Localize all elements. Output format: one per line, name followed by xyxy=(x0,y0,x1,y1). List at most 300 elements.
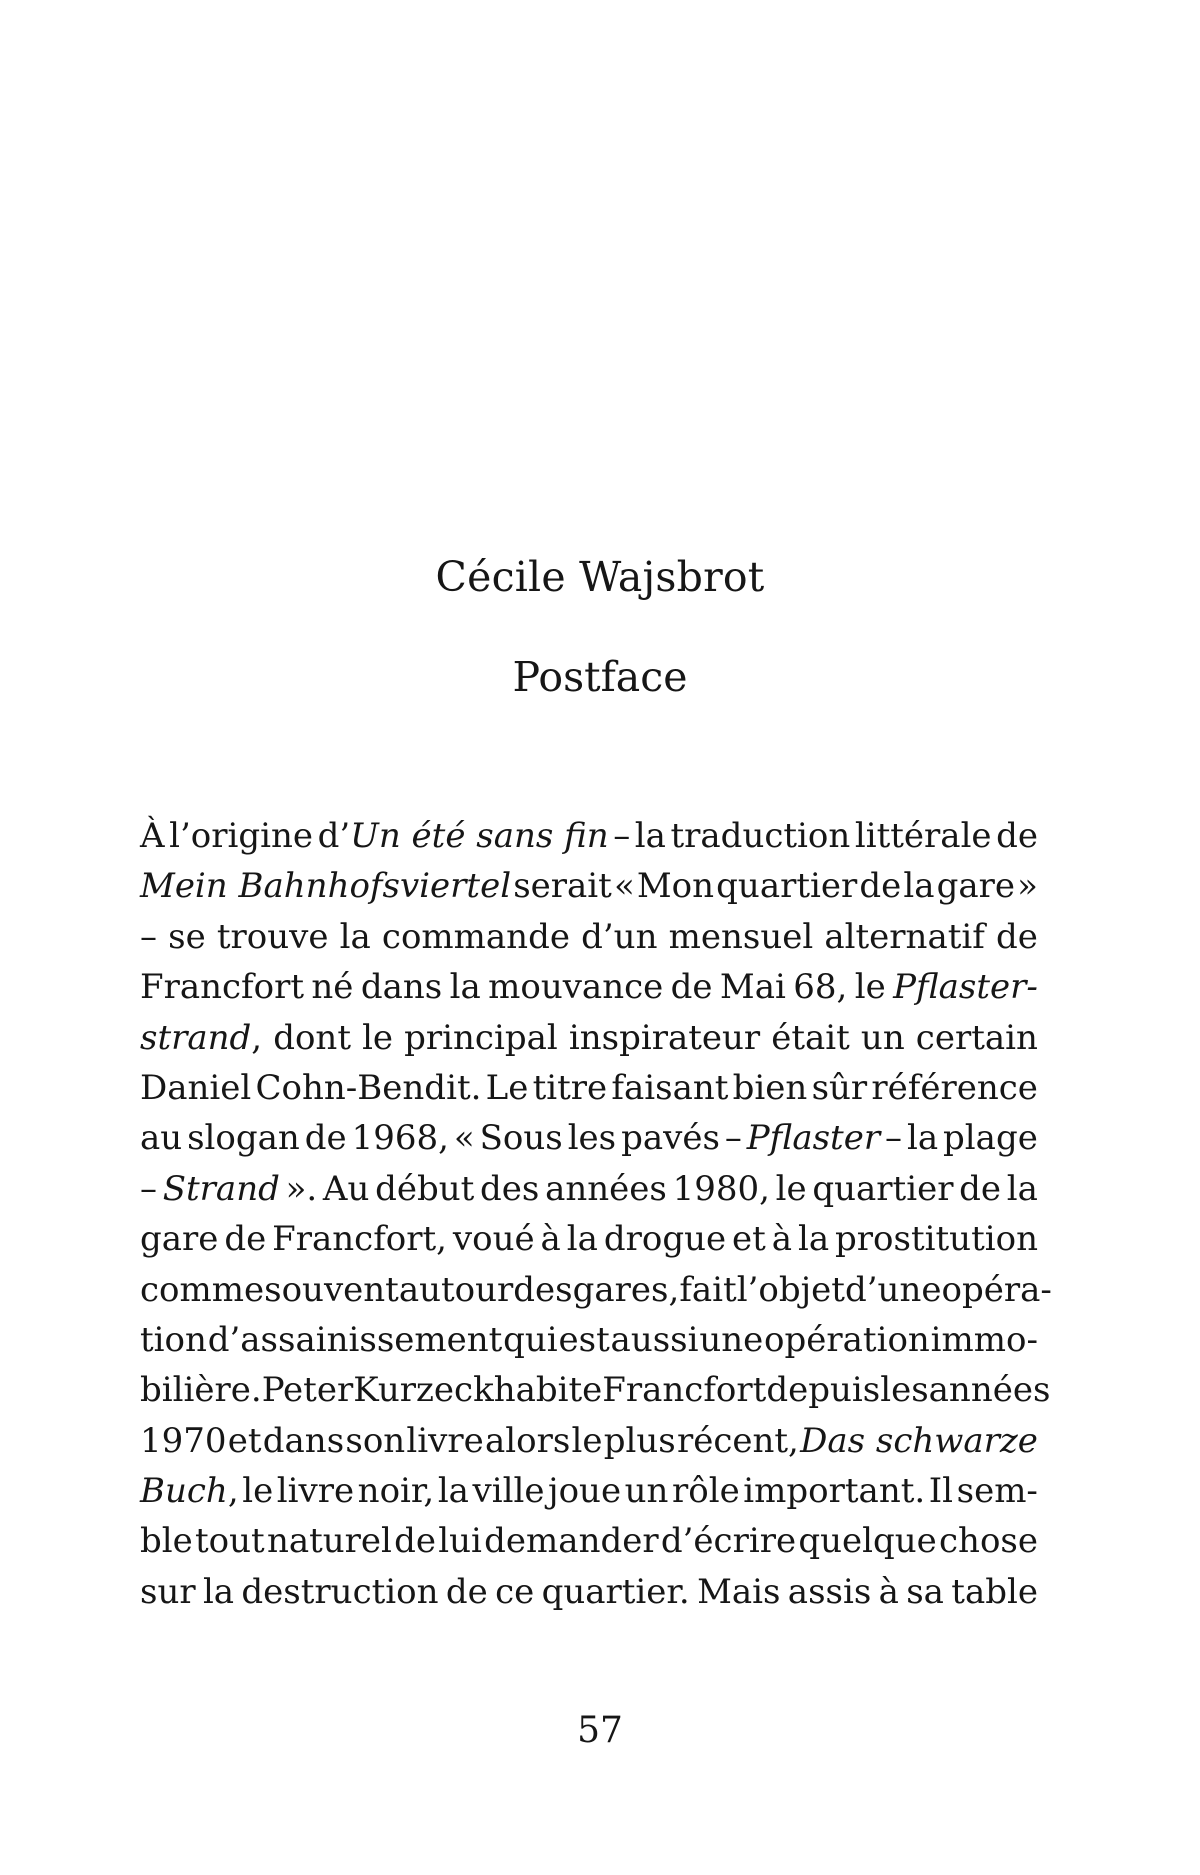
word xyxy=(140,1416,227,1466)
text-segment: – xyxy=(140,1168,157,1209)
word xyxy=(1017,861,1038,911)
text-line xyxy=(140,811,1038,861)
text-segment: Kurzeck xyxy=(353,1370,494,1411)
italic-text: Buch xyxy=(140,1471,228,1512)
text-segment: souvent xyxy=(264,1269,399,1310)
word xyxy=(382,912,570,962)
word xyxy=(880,1365,928,1415)
text-line xyxy=(140,1113,1038,1163)
text-segment: d’écrire xyxy=(660,1521,797,1562)
word xyxy=(140,1013,262,1063)
text-segment: au xyxy=(140,1118,183,1159)
text-segment: un xyxy=(860,1017,905,1058)
word xyxy=(672,1466,740,1516)
text-line xyxy=(140,1466,1038,1516)
text-line xyxy=(140,1516,1038,1566)
text-segment: faisant xyxy=(611,1067,729,1108)
word xyxy=(140,1164,157,1214)
text-segment: le xyxy=(242,1471,274,1512)
word xyxy=(513,1265,572,1315)
word xyxy=(771,1013,850,1063)
text-segment: Mon xyxy=(636,866,715,907)
text-segment: drogue xyxy=(603,1219,727,1260)
text-segment: les xyxy=(880,1370,929,1411)
word xyxy=(798,1516,936,1566)
word xyxy=(604,1214,726,1264)
text-segment: aussi xyxy=(610,1319,699,1360)
word xyxy=(277,1466,354,1516)
text-segment: d’une xyxy=(844,1269,942,1310)
text-segment: lui xyxy=(438,1521,482,1562)
text-segment: et xyxy=(732,1219,766,1260)
word xyxy=(168,912,206,962)
text-segment: la xyxy=(566,1219,598,1260)
text-segment: titre xyxy=(532,1067,608,1108)
text-line xyxy=(140,1063,1038,1113)
word xyxy=(140,1315,207,1365)
text-segment: début xyxy=(375,1168,475,1209)
text-segment: tout xyxy=(195,1521,265,1562)
text-segment: la xyxy=(906,1118,939,1159)
text-segment: sa xyxy=(906,1571,944,1612)
text-segment: noir, xyxy=(357,1471,435,1512)
text-segment: de xyxy=(445,1571,488,1612)
word xyxy=(345,1416,405,1466)
word xyxy=(485,1416,570,1466)
text-segment: Il xyxy=(928,1471,954,1512)
text-line xyxy=(140,1416,1038,1466)
word xyxy=(679,1265,736,1315)
word xyxy=(661,1516,796,1566)
word xyxy=(311,962,353,1012)
text-segment: tion xyxy=(140,1319,207,1360)
word xyxy=(495,1567,534,1617)
text-line xyxy=(140,1315,1038,1365)
word xyxy=(140,861,511,911)
word xyxy=(835,1214,1038,1264)
text-segment: joue xyxy=(548,1471,622,1512)
word xyxy=(404,1013,558,1063)
word xyxy=(542,1567,690,1617)
text-segment: livre xyxy=(406,1420,484,1461)
text-segment: Francfort xyxy=(602,1370,767,1411)
word xyxy=(673,1164,770,1214)
word xyxy=(572,1416,603,1466)
word xyxy=(375,1164,474,1214)
word xyxy=(737,1265,845,1315)
text-segment: mouvance xyxy=(488,967,664,1008)
text-segment: d’assainissement xyxy=(207,1319,503,1360)
text-segment: naturel xyxy=(266,1521,392,1562)
text-segment: assis xyxy=(787,1571,872,1612)
text-segment: fait xyxy=(679,1269,737,1310)
word xyxy=(140,962,304,1012)
word xyxy=(503,1315,558,1365)
text-segment: se xyxy=(168,916,206,957)
word xyxy=(473,1466,545,1516)
text-segment: prostitution xyxy=(835,1219,1038,1260)
word xyxy=(906,1567,944,1617)
word xyxy=(488,962,663,1012)
word xyxy=(951,1567,1038,1617)
text-segment: depuis xyxy=(766,1370,881,1411)
text-segment: comme xyxy=(140,1269,265,1310)
word xyxy=(747,1113,880,1163)
word xyxy=(613,811,630,861)
text-segment: à xyxy=(878,1571,899,1612)
text-segment: sûr xyxy=(811,1067,868,1108)
text-segment: , xyxy=(251,1017,263,1058)
word xyxy=(484,1516,658,1566)
word xyxy=(241,1567,438,1617)
word xyxy=(604,1416,676,1466)
text-segment: le xyxy=(362,1017,394,1058)
word xyxy=(669,912,814,962)
body-text xyxy=(140,811,1052,1617)
text-segment: dont xyxy=(273,1017,351,1058)
word xyxy=(937,861,1015,911)
text-segment: ville xyxy=(472,1471,545,1512)
text-segment: Au xyxy=(322,1168,370,1209)
text-segment: est xyxy=(558,1319,610,1360)
word xyxy=(480,1113,563,1163)
word xyxy=(358,1466,435,1516)
text-segment: quartier xyxy=(716,866,858,907)
word xyxy=(361,962,442,1012)
text-line xyxy=(140,1013,1038,1063)
italic-text: strand xyxy=(140,1017,252,1058)
word xyxy=(720,962,786,1012)
word xyxy=(548,1466,621,1516)
text-segment: qui xyxy=(503,1319,558,1360)
text-segment: et xyxy=(227,1420,262,1461)
word xyxy=(635,811,666,861)
text-segment: important. xyxy=(743,1471,926,1512)
text-segment: récent, xyxy=(676,1420,799,1461)
text-segment: immo- xyxy=(930,1319,1038,1360)
text-segment: gare xyxy=(140,1219,219,1260)
text-segment: » xyxy=(1017,866,1038,907)
word xyxy=(996,811,1038,861)
word xyxy=(140,1214,218,1264)
word xyxy=(140,1466,239,1516)
word xyxy=(929,1365,1051,1415)
text-segment: Daniel xyxy=(140,1067,252,1108)
word xyxy=(861,1013,905,1063)
word xyxy=(766,1365,880,1415)
text-segment: sur xyxy=(140,1571,196,1612)
word xyxy=(885,1113,902,1163)
word xyxy=(140,1567,196,1617)
text-segment: serait xyxy=(513,866,612,907)
text-segment: pavés xyxy=(621,1118,720,1159)
text-segment: Mai xyxy=(719,967,786,1008)
word xyxy=(140,811,165,861)
word xyxy=(140,1365,262,1415)
word xyxy=(941,1265,1051,1315)
text-segment: de xyxy=(224,1219,267,1260)
word xyxy=(454,1113,475,1163)
word xyxy=(671,962,713,1012)
word xyxy=(203,1567,234,1617)
word xyxy=(1007,1164,1038,1214)
word xyxy=(264,1265,399,1315)
italic-text: Pflaster- xyxy=(893,967,1038,1008)
italic-text: Un été sans fin xyxy=(350,816,609,856)
text-segment: Sous xyxy=(479,1118,563,1159)
text-segment: opéra- xyxy=(941,1269,1052,1310)
text-segment: la xyxy=(634,816,666,856)
word xyxy=(677,1416,799,1466)
word xyxy=(637,861,714,911)
text-segment: littérale xyxy=(854,816,992,856)
word xyxy=(140,1265,264,1315)
text-segment: le xyxy=(775,1168,807,1209)
word xyxy=(533,1063,608,1113)
text-segment: slogan xyxy=(187,1118,300,1159)
text-segment: son xyxy=(345,1420,406,1461)
text-segment: certain xyxy=(915,1017,1038,1058)
text-segment: la xyxy=(903,866,935,907)
word xyxy=(943,1113,1038,1163)
text-segment: habite xyxy=(493,1370,603,1411)
word xyxy=(263,1416,344,1466)
text-segment: d’un xyxy=(581,916,658,957)
word xyxy=(996,912,1038,962)
text-segment: de xyxy=(996,916,1038,957)
text-segment: de xyxy=(859,866,902,907)
word xyxy=(541,1214,561,1264)
word xyxy=(486,1063,529,1113)
word xyxy=(939,1516,1038,1566)
text-segment: la xyxy=(1006,1168,1038,1209)
word xyxy=(140,1516,193,1566)
word xyxy=(893,962,1038,1012)
word xyxy=(733,1063,808,1113)
word xyxy=(195,1516,265,1566)
text-segment: années xyxy=(545,1168,667,1209)
text-segment: la xyxy=(339,916,371,957)
text-segment: Francfort, xyxy=(272,1219,447,1260)
word xyxy=(879,1567,899,1617)
text-segment: « xyxy=(613,866,635,907)
text-segment: référence xyxy=(871,1067,1038,1108)
word xyxy=(697,1567,780,1617)
word xyxy=(567,1214,598,1264)
text-segment: traduction xyxy=(670,816,851,856)
text-segment: livre xyxy=(276,1471,355,1512)
word xyxy=(800,1416,1038,1466)
text-segment: commande xyxy=(381,916,570,957)
word xyxy=(611,1063,728,1113)
word xyxy=(716,861,857,911)
italic-text: Mein Bahnhofsviertel xyxy=(140,866,512,907)
text-segment: de xyxy=(959,1168,1002,1209)
word xyxy=(362,1013,393,1063)
word xyxy=(394,1516,436,1566)
word xyxy=(140,1063,251,1113)
text-segment: – xyxy=(724,1118,742,1159)
text-segment: table xyxy=(951,1571,1038,1612)
word xyxy=(353,1365,493,1415)
word xyxy=(614,861,635,911)
italic-text: Das schwarze xyxy=(800,1420,1038,1461)
word xyxy=(224,1214,266,1264)
word xyxy=(699,1315,763,1365)
text-segment: bilière. xyxy=(140,1370,262,1411)
text-segment: Cohn-Bendit. xyxy=(255,1067,482,1108)
text-line xyxy=(140,912,1038,962)
word xyxy=(788,1567,872,1617)
text-segment: gares, xyxy=(572,1269,680,1310)
text-segment: Mais xyxy=(697,1571,781,1612)
text-segment: d’ xyxy=(317,816,351,856)
text-segment: alternatif xyxy=(824,916,985,957)
word xyxy=(776,1164,807,1214)
text-segment: demander xyxy=(484,1521,659,1562)
text-line xyxy=(140,1365,1051,1415)
word xyxy=(513,861,612,911)
text-segment: inspirateur xyxy=(568,1017,761,1058)
word xyxy=(208,1315,503,1365)
text-line xyxy=(140,1164,1038,1214)
word xyxy=(959,1164,1001,1214)
text-segment: mensuel xyxy=(668,916,814,957)
text-segment: « xyxy=(453,1118,475,1159)
text-line xyxy=(140,861,1038,911)
text-segment: une xyxy=(699,1319,764,1360)
word xyxy=(187,1113,300,1163)
word xyxy=(845,1265,942,1315)
text-segment: Le xyxy=(485,1067,529,1108)
text-segment: ». xyxy=(285,1168,318,1209)
word xyxy=(140,912,157,962)
text-segment: le xyxy=(571,1420,603,1461)
chapter-title: Postface xyxy=(512,653,688,701)
text-segment: de xyxy=(670,967,713,1008)
word xyxy=(545,1164,667,1214)
word xyxy=(305,1113,347,1163)
word xyxy=(611,1315,699,1365)
text-segment: alors xyxy=(484,1420,571,1461)
word xyxy=(399,1265,513,1315)
text-segment: – xyxy=(885,1118,903,1159)
text-segment: voué xyxy=(452,1219,535,1260)
word xyxy=(621,1113,720,1163)
word xyxy=(957,1466,1038,1516)
word xyxy=(743,1466,925,1516)
text-segment: dans xyxy=(360,967,443,1008)
author-name: Cécile Wajsbrot xyxy=(435,553,765,601)
text-line xyxy=(140,1567,1038,1617)
text-segment: de xyxy=(394,1521,437,1562)
text-segment: rôle xyxy=(672,1471,740,1512)
text-segment: des xyxy=(480,1168,540,1209)
text-segment: dans xyxy=(262,1420,345,1461)
word xyxy=(286,1164,318,1214)
word xyxy=(559,1315,610,1365)
word xyxy=(323,1164,369,1214)
page-number: 57 xyxy=(577,1710,623,1751)
text-segment: un xyxy=(624,1471,669,1512)
word xyxy=(569,1013,760,1063)
text-segment: , xyxy=(227,1471,239,1512)
text-segment: gare xyxy=(936,866,1016,907)
word xyxy=(352,1113,449,1163)
text-segment: la xyxy=(797,1219,830,1260)
word xyxy=(568,1113,616,1163)
word xyxy=(931,1315,1038,1365)
text-segment: quartier. xyxy=(541,1571,690,1612)
text-segment: né xyxy=(311,967,354,1008)
text-segment: 1970 xyxy=(140,1420,227,1461)
text-segment: – xyxy=(613,816,631,856)
text-segment: À xyxy=(140,816,165,856)
word xyxy=(169,811,313,861)
italic-text: Pflaster xyxy=(746,1118,881,1159)
text-segment: destruction xyxy=(241,1571,439,1612)
word xyxy=(855,962,886,1012)
text-segment: autour xyxy=(398,1269,514,1310)
word xyxy=(855,811,992,861)
text-segment: à xyxy=(771,1219,793,1260)
word xyxy=(438,1516,482,1566)
text-segment: de xyxy=(996,816,1038,856)
word xyxy=(446,1567,488,1617)
word xyxy=(793,962,847,1012)
word xyxy=(871,1063,1038,1113)
word xyxy=(267,1516,392,1566)
word xyxy=(242,1466,273,1516)
word xyxy=(907,1113,938,1163)
word xyxy=(318,811,609,861)
word xyxy=(272,1214,447,1264)
word xyxy=(625,1466,669,1516)
text-segment: bien xyxy=(732,1067,808,1108)
word xyxy=(217,912,329,962)
word xyxy=(163,1164,280,1214)
text-segment: les xyxy=(567,1118,617,1159)
word xyxy=(725,1113,742,1163)
word xyxy=(406,1416,483,1466)
word xyxy=(812,1164,953,1214)
text-line xyxy=(140,962,1038,1012)
text-segment: de xyxy=(304,1118,347,1159)
text-segment: principal xyxy=(404,1017,558,1058)
word xyxy=(340,912,371,962)
word xyxy=(798,1214,829,1264)
word xyxy=(581,912,657,962)
text-segment: la xyxy=(449,967,481,1008)
word xyxy=(929,1466,953,1516)
text-segment: 68, xyxy=(793,967,848,1008)
word xyxy=(859,861,901,911)
word xyxy=(480,1164,539,1214)
text-segment: le xyxy=(854,967,886,1008)
text-segment: années xyxy=(928,1370,1051,1411)
text-segment: l’origine xyxy=(169,816,314,856)
word xyxy=(916,1013,1038,1063)
text-segment: ble xyxy=(140,1521,193,1562)
text-segment: à xyxy=(540,1219,561,1260)
text-segment: quartier xyxy=(812,1168,954,1209)
text-segment: Francfort xyxy=(140,967,305,1008)
word xyxy=(273,1013,351,1063)
text-segment: trouve xyxy=(216,916,329,957)
word xyxy=(903,861,934,911)
word xyxy=(262,1365,354,1415)
text-segment: la xyxy=(437,1471,469,1512)
